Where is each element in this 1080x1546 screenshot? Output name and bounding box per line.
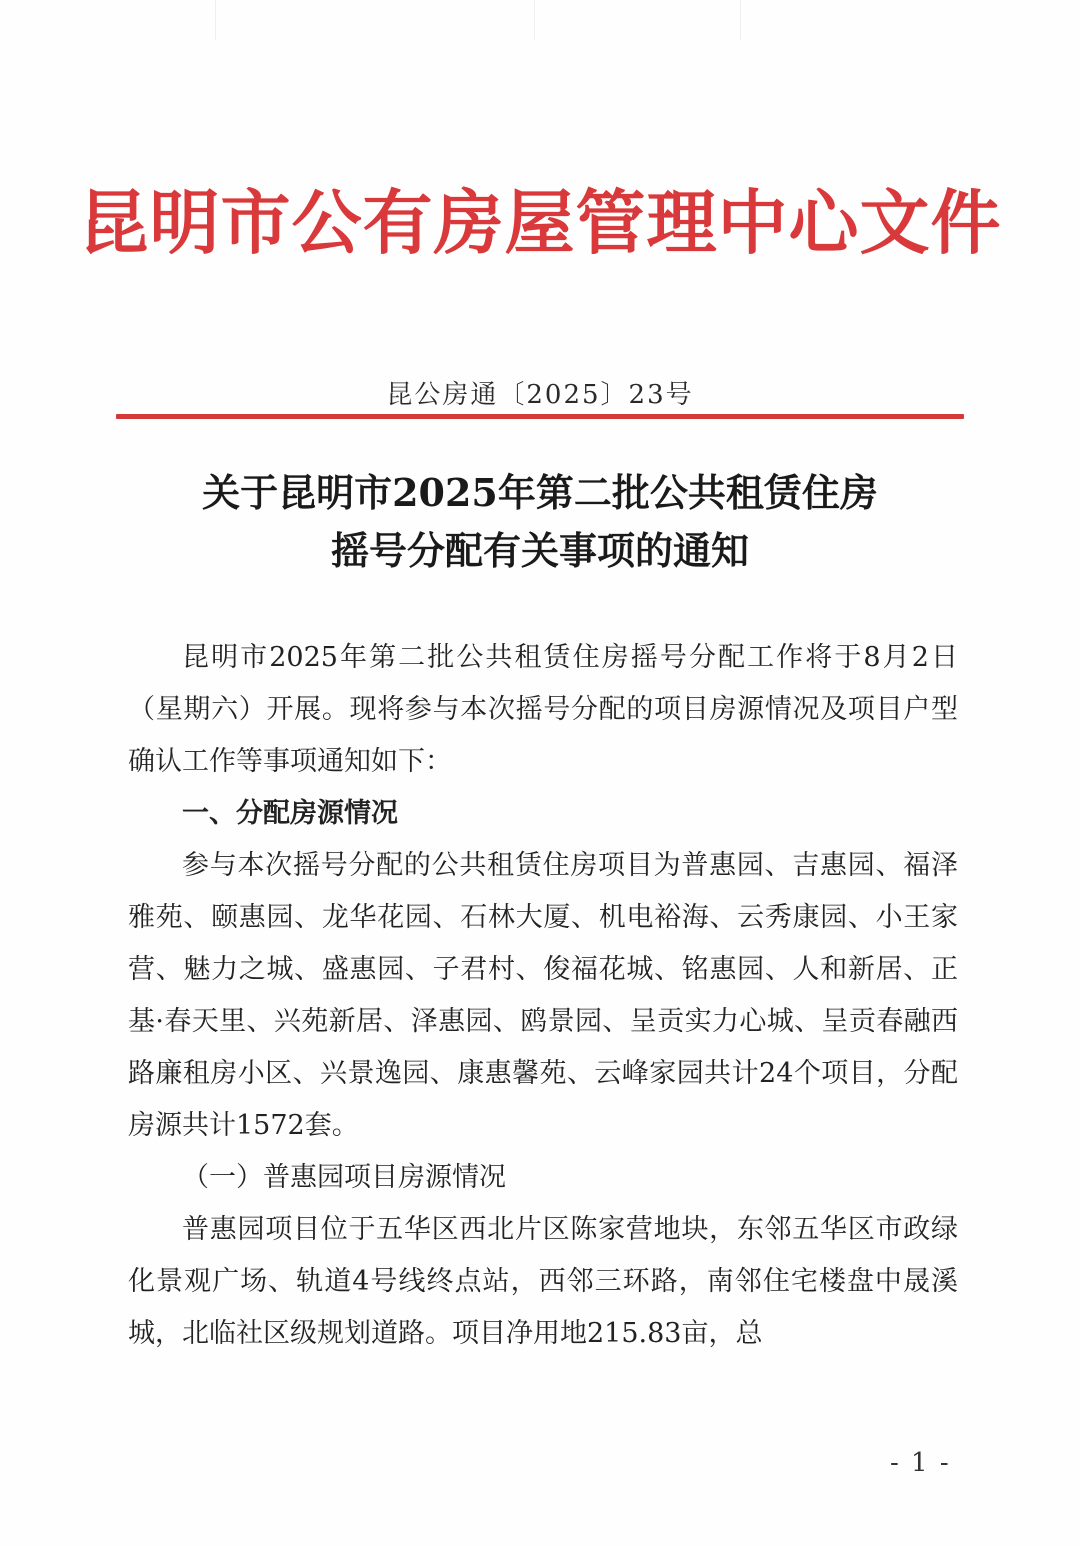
issuer-header: 昆明市公有房屋管理中心文件 xyxy=(78,181,1002,264)
scan-artifact xyxy=(740,0,741,40)
subsection-1-paragraph: 普惠园项目位于五华区西北片区陈家营地块，东邻五华区市政绿化景观广场、轨道4号线终点站，西邻三环路，南邻住宅楼盘中晟溪城，北临社区级规划道路。项目净用地215.83亩，总 xyxy=(128,1214,958,1349)
subsection-heading-1: （一）普惠园项目房源情况 xyxy=(182,1162,506,1193)
red-divider xyxy=(116,414,964,419)
document-number: 昆公房通〔2025〕23号 xyxy=(386,380,694,410)
page-number: - 1 - xyxy=(890,1448,951,1478)
scan-artifact xyxy=(215,0,216,40)
document-title xyxy=(0,464,1080,580)
title-line-1: 关于昆明市2025年第二批公共租赁住房 xyxy=(202,470,878,515)
section-heading-1: 一、分配房源情况 xyxy=(182,798,398,829)
title-line-2: 摇号分配有关事项的通知 xyxy=(330,528,749,573)
intro-paragraph: 昆明市2025年第二批公共租赁住房摇号分配工作将于8月2日（星期六）开展。现将参与本次摇号分配的项目房源情况及项目户型确认工作等事项通知如下： xyxy=(128,642,958,777)
scan-artifact xyxy=(534,0,535,40)
section-1-paragraph: 参与本次摇号分配的公共租赁住房项目为普惠园、吉惠园、福泽雅苑、颐惠园、龙华花园、石林大厦、机电裕海、云秀康园、小王家营、魅力之城、盛惠园、子君村、俊福花城、铭惠园、人和新居、正基·春天里、兴苑新居、泽惠园、鸥景园、呈贡实力心城、呈贡春融西路廉租房小区、兴景逸园、康惠馨苑、云峰家园共计24个项目，分配房源共计1572套。 xyxy=(128,850,958,1141)
document-body xyxy=(128,632,958,1360)
